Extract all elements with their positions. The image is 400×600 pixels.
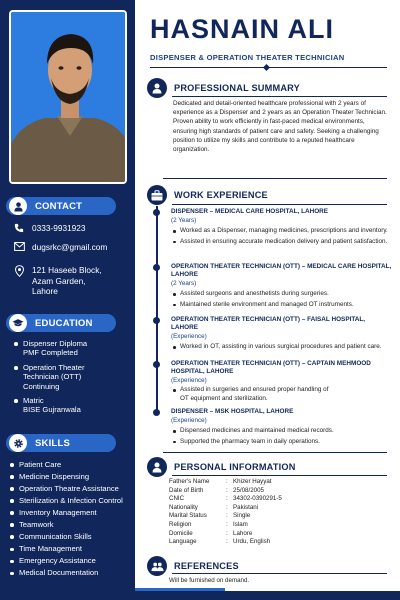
personal-info-separator: :: [226, 529, 228, 537]
skill-item: Operation Theatre Assistance: [9, 484, 133, 493]
personal-info-value: Islam: [233, 520, 248, 528]
personal-info-value: Single: [233, 512, 251, 520]
job-bullet-line: Assisted in ensuring accurate medication delivery and patient satisfaction.: [180, 237, 388, 245]
job-title: OPERATION THEATER TECHNICIAN (OTT) – CAPTAIN MEHMOOD HOSPITAL, LAHORE: [171, 360, 371, 375]
job-bullet-line: Assisted surgeons and anesthetists during surgeries.: [180, 290, 329, 297]
experience-bottom-divider: [163, 452, 387, 453]
job-bullet-line: Maintained sterile environment and managed OT instruments.: [180, 300, 354, 308]
user-icon: [9, 197, 27, 215]
personal-info-label: Language: [169, 538, 197, 546]
personal-info-label: Marital Status: [169, 512, 207, 520]
personal-info-table: [169, 478, 282, 547]
education-item: Dispenser Diploma PMF Completed: [13, 339, 131, 358]
personal-info-separator: :: [226, 538, 228, 546]
job-bullet-line: Worked as a Dispenser, managing medicines, prescriptions and inventory.: [180, 227, 388, 234]
sidebar: [0, 0, 135, 600]
address-text: [32, 265, 102, 297]
skill-item: Patient Care: [9, 460, 133, 469]
job-bullet-line: Worked in OT, assisting in various surgical procedures and patient care.: [180, 343, 382, 350]
gear-icon: [9, 434, 27, 452]
timeline-dot: [153, 409, 160, 416]
job-bullet: [171, 386, 393, 403]
timeline-dot: [153, 264, 160, 271]
personal-divider: [172, 475, 387, 476]
address-line: Lahore: [32, 286, 58, 296]
skill-item: Communication Skills: [9, 532, 133, 541]
references-text: Will be furnished on demand.: [169, 577, 250, 584]
skill-item: Medicine Dispensing: [9, 472, 133, 481]
summary-text: Dedicated and detail-oriented healthcare professional with 2 years of experience as a Dispenser and 2 years as an Operation Theater Technician. Proven ability to work efficiently in fast-paced medical environments, ensuring high standards of patient care and safety. Seeking a challenging position to utilize my skills and contribute to a reputed healthcare organization.: [173, 100, 387, 154]
users-icon: [147, 556, 167, 576]
job-bullet: [171, 237, 393, 248]
experience-item: [171, 316, 393, 353]
job-bullet: [171, 426, 393, 437]
user-icon: [147, 457, 167, 477]
personal-section-header: [147, 457, 296, 477]
phone-number[interactable]: 0333-9931923: [32, 223, 86, 233]
personal-title: PERSONAL INFORMATION: [174, 462, 296, 472]
summary-bottom-divider: [163, 178, 387, 179]
job-bullet-line: OT equipment and sterilization.: [180, 394, 268, 402]
job-bullets: [171, 342, 393, 353]
experience-item: [171, 360, 393, 403]
personal-info-label: Nationality: [169, 503, 198, 511]
skill-item: Medical Documentation: [9, 568, 133, 577]
job-bullets: [171, 386, 393, 403]
personal-info-value: Pakistani: [233, 503, 259, 511]
personal-info-separator: :: [226, 520, 228, 528]
personal-info-row: [169, 538, 282, 547]
skill-item: Teamwork: [9, 520, 133, 529]
job-title: DISPENSER – MEDICAL CARE HOSPITAL, LAHORE: [171, 208, 329, 215]
job-duration: (Experience): [171, 417, 207, 424]
contact-phone: [12, 223, 86, 234]
job-bullet: [171, 342, 393, 353]
personal-info-row: [169, 521, 282, 530]
job-bullets: [171, 289, 393, 310]
contact-address: [12, 265, 102, 297]
job-duration: (2 Years): [171, 217, 197, 224]
skills-section-header: [6, 434, 116, 452]
personal-info-row: [169, 512, 282, 521]
summary-title: PROFESSIONAL SUMMARY: [174, 83, 300, 93]
personal-info-value: 34302-0390291-5: [233, 495, 282, 503]
address-line: 121 Haseeb Block,: [32, 265, 102, 275]
divider-diamond: [263, 64, 270, 71]
experience-section-header: [147, 185, 268, 205]
summary-section-header: [147, 78, 300, 98]
skill-item: Inventory Management: [9, 508, 133, 517]
personal-info-separator: :: [226, 478, 228, 485]
graduation-cap-icon: [9, 314, 27, 332]
job-duration: (Experience): [171, 333, 207, 340]
contact-section-header: [6, 197, 116, 215]
skill-item: Emergency Assistance: [9, 556, 133, 565]
contact-title: CONTACT: [35, 200, 83, 212]
personal-info-value: 25/08/2005: [233, 486, 264, 494]
job-bullet-line: Supported the pharmacy team in daily operations.: [180, 437, 320, 445]
references-divider: [172, 573, 387, 574]
job-title: OPERATION THEATER TECHNICIAN (OTT) – MEDICAL CARE HOSPITAL, LAHORE: [171, 263, 392, 278]
phone-icon: [12, 223, 26, 233]
job-bullet-line: Dispensed medicines and maintained medical records.: [180, 427, 334, 434]
personal-info-row: [169, 504, 282, 513]
personal-info-separator: :: [226, 495, 228, 503]
bottom-accent-bar: [135, 591, 400, 600]
experience-item: [171, 263, 393, 310]
personal-info-value: Khizer Hayyat: [233, 478, 272, 485]
timeline-dot: [153, 209, 160, 216]
personal-info-value: Urdu, English: [233, 538, 271, 546]
personal-info-row: [169, 487, 282, 496]
briefcase-icon: [147, 185, 167, 205]
job-bullet: [171, 289, 393, 300]
experience-divider: [172, 204, 387, 205]
personal-info-label: CNIC: [169, 495, 185, 503]
job-bullets: [171, 226, 393, 247]
job-duration: (Experience): [171, 377, 207, 384]
user-icon: [147, 78, 167, 98]
address-line: Azam Garden,: [32, 275, 86, 286]
job-title: DISPENSER – MSK HOSPITAL, LAHORE: [171, 408, 294, 415]
job-bullet: [171, 437, 393, 448]
personal-info-row: [169, 495, 282, 504]
education-section-header: [6, 314, 116, 332]
location-pin-icon: [12, 265, 26, 277]
contact-email: [12, 242, 107, 253]
timeline-dot: [153, 361, 160, 368]
education-title: EDUCATION: [35, 317, 93, 329]
experience-title: WORK EXPERIENCE: [174, 190, 268, 200]
experience-item: [171, 408, 393, 447]
job-duration: (2 Years): [171, 280, 197, 287]
skill-item: Sterilization & Infection Control: [9, 496, 133, 505]
profile-photo: [9, 10, 127, 184]
education-list: [13, 339, 131, 420]
skills-list: [9, 460, 133, 580]
candidate-name: HASNAIN ALI: [150, 14, 334, 44]
job-title: OPERATION THEATER TECHNICIAN (OTT) – FAISAL HOSPITAL, LAHORE: [171, 316, 366, 331]
personal-info-label: Date of Birth: [169, 486, 204, 494]
personal-info-separator: :: [226, 486, 228, 494]
personal-info-separator: :: [226, 503, 228, 511]
personal-info-label: Father's Name: [169, 478, 210, 485]
job-bullet: [171, 300, 393, 311]
experience-item: [171, 208, 393, 247]
education-item: Matric BISE Gujranwala: [13, 396, 131, 415]
timeline-dot: [153, 317, 160, 324]
references-title: REFERENCES: [174, 561, 239, 571]
job-bullets: [171, 426, 393, 447]
skill-item: Time Management: [9, 544, 133, 553]
skills-title: SKILLS: [35, 437, 70, 449]
experience-timeline: [156, 206, 158, 414]
email-address[interactable]: dugsrkc@gmail.com: [32, 242, 108, 252]
personal-info-row: [169, 530, 282, 539]
personal-info-label: Domicile: [169, 529, 193, 537]
job-bullet-line: Assisted in surgeries and ensured proper handling of: [180, 386, 329, 393]
personal-info-row: [169, 478, 282, 487]
summary-divider: [172, 96, 387, 97]
personal-info-value: Lahore: [233, 529, 253, 537]
personal-info-separator: :: [226, 512, 228, 520]
personal-info-label: Religion: [169, 520, 192, 528]
candidate-role: DISPENSER & OPERATION THEATER TECHNICIAN: [150, 53, 345, 62]
job-bullet: [171, 226, 393, 237]
main-content: [135, 0, 400, 600]
email-icon: [12, 242, 26, 251]
education-item: Operation Theater Technician (OTT) Continuing: [13, 363, 131, 391]
